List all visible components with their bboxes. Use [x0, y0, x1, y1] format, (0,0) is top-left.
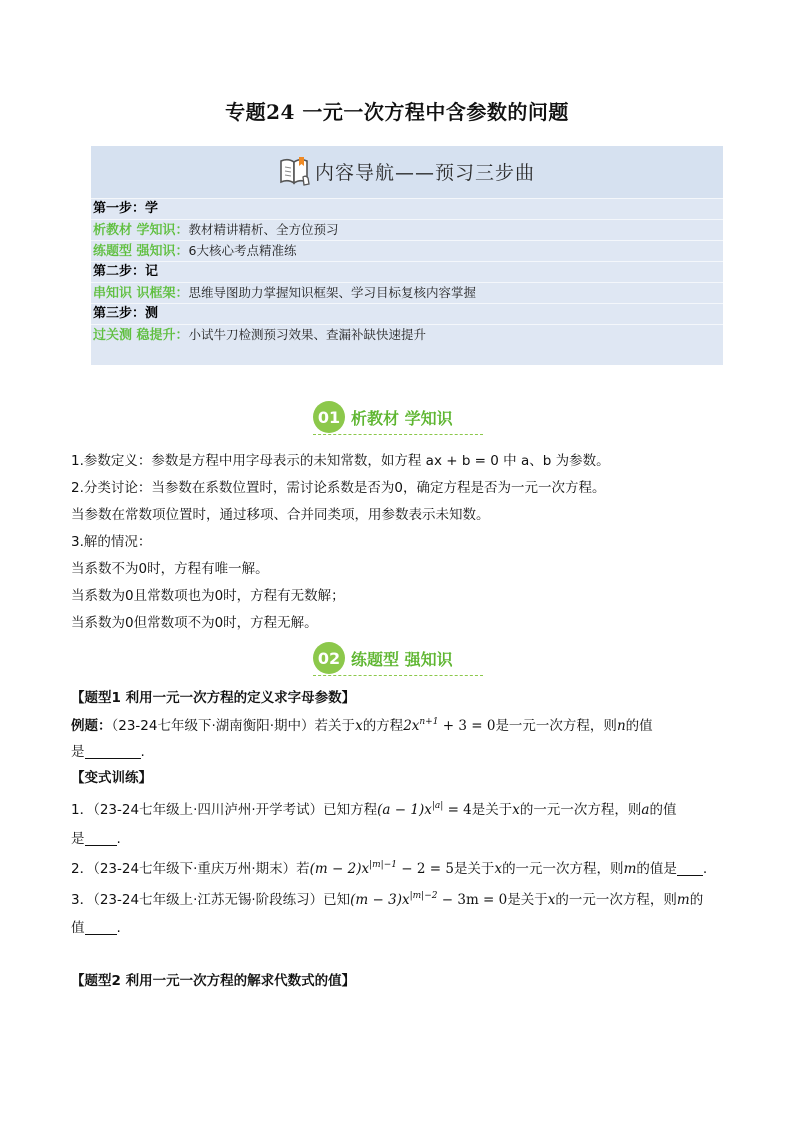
section1-number: 01: [313, 401, 345, 433]
example-question: [71, 716, 653, 736]
question-number: 2．: [71, 861, 94, 877]
question-text: 的值是: [636, 861, 677, 877]
knowledge-line-3: 当参数在常数项位置时，通过移项、合并同类项，用参数表示未知数。: [71, 507, 490, 523]
equation: [403, 718, 495, 734]
nav-header: [91, 146, 723, 198]
eq-base: (a − 1)x: [377, 802, 432, 818]
question-2: [71, 859, 707, 879]
variant-heading: 【变式训练】: [71, 770, 152, 786]
nav-row-label: 析教材 学知识：: [93, 223, 189, 238]
knowledge-line-5: 当系数不为0时，方程有唯一解。: [71, 561, 269, 577]
example-text: 是一元一次方程，则: [495, 718, 617, 734]
equation: [377, 802, 472, 818]
eq-base: (m − 3)x: [350, 892, 410, 908]
question-text: 是关于: [471, 802, 513, 818]
knowledge-line-7: 当系数为0但常数项不为0时，方程无解。: [71, 615, 318, 631]
question-text: 是: [71, 831, 85, 847]
nav-row-test: [91, 324, 723, 344]
knowledge-line-4: 3.解的情况：: [71, 534, 152, 550]
nav-row-step1: [91, 198, 723, 218]
eq-base: (m − 2)x: [309, 861, 370, 877]
section2-heading: [313, 641, 453, 675]
nav-row-label: 第二步：记: [93, 264, 159, 279]
eq-exponent: |a|: [431, 801, 444, 811]
nav-row-practice: [91, 240, 723, 260]
eq-rest: − 3m = 0: [437, 892, 508, 908]
nav-row-desc: 教材精讲精析、全方位预习: [188, 222, 339, 237]
example-text: 是: [71, 744, 85, 760]
eq-rest: = 4: [443, 802, 472, 818]
question-text: .: [116, 831, 121, 847]
content-navigation-box: [91, 146, 723, 365]
question-number: 1．: [71, 802, 94, 818]
question-text: 值: [71, 920, 85, 936]
nav-row-step2: [91, 261, 723, 281]
answer-blank[interactable]: [677, 862, 703, 876]
section2-title: 练题型 强知识: [351, 649, 453, 669]
example-text: 的方程: [362, 718, 404, 734]
equation: [310, 861, 454, 877]
question-text: 的一元一次方程，则: [519, 802, 642, 818]
var-x: x: [547, 892, 556, 908]
nav-row-label: 过关测 稳提升：: [93, 328, 189, 343]
var-m: m: [623, 861, 637, 877]
equation: [350, 892, 507, 908]
knowledge-line-6: 当系数为0且常数项也为0时，方程有无数解；: [71, 588, 345, 604]
nav-row-desc: 小试牛刀检测预习效果、查漏补缺快速提升: [188, 327, 427, 342]
question-text: 是关于: [507, 892, 548, 908]
book-icon: [277, 153, 313, 189]
knowledge-line-2: 2.分类讨论：当参数在系数位置时，需讨论系数是否为0，确定方程是否为一元一次方程。: [71, 480, 606, 496]
nav-row-label: 第一步：学: [93, 201, 159, 216]
section1-heading: [313, 400, 453, 434]
section2-underline: [313, 675, 483, 676]
question-text: .: [702, 861, 708, 877]
nav-row-desc: 思维导图助力掌握知识框架、学习目标复核内容掌握: [188, 285, 477, 300]
var-x: x: [494, 861, 503, 877]
eq-rest: − 2 = 5: [396, 861, 454, 877]
answer-blank[interactable]: [85, 921, 117, 935]
question-source: （23-24七年级下·重庆万州·期末）若: [93, 861, 310, 877]
question-3-answer-line: [71, 918, 121, 938]
nav-heading: 内容导航——预习三步曲: [315, 161, 536, 184]
example-label: 例题：: [71, 718, 112, 734]
example-source: （23-24七年级下·湖南衡阳·期中）若关于: [111, 718, 356, 734]
eq-exponent: n+1: [419, 717, 439, 727]
eq-rest: + 3 = 0: [438, 718, 496, 734]
example-text: .: [140, 744, 145, 760]
page-title: 专题24 一元一次方程中含参数的问题: [225, 100, 569, 124]
type1-heading: 【题型1 利用一元一次方程的定义求字母参数】: [71, 690, 356, 706]
nav-row-label: 串知识 识框架：: [93, 286, 189, 301]
question-text: 是关于: [453, 861, 495, 877]
nav-row-learn: [91, 219, 723, 239]
question-3: [71, 890, 703, 910]
question-1: [71, 800, 676, 820]
var-x: x: [355, 718, 363, 734]
var-x: x: [512, 802, 520, 818]
question-1-answer-line: [71, 829, 121, 849]
var-m: m: [676, 892, 690, 908]
answer-blank[interactable]: [85, 832, 117, 846]
question-source: （23-24七年级上·四川泸州·开学考试）已知方程: [93, 802, 378, 818]
question-text: .: [116, 920, 121, 936]
example-text: 的值: [625, 718, 653, 734]
nav-row-step3: [91, 303, 723, 323]
example-answer-line: [71, 742, 145, 762]
var-n: n: [616, 718, 626, 734]
nav-row-label: 第三步：测: [93, 306, 159, 321]
question-source: （23-24七年级上·江苏无锡·阶段练习）已知: [93, 892, 351, 908]
section1-title: 析教材 学知识: [351, 408, 453, 428]
type2-heading: 【题型2 利用一元一次方程的解求代数式的值】: [71, 973, 356, 989]
answer-blank[interactable]: [85, 745, 141, 759]
question-text: 的一元一次方程，则: [555, 892, 677, 908]
eq-exponent: |m|−1: [369, 860, 397, 870]
question-text: 的值: [649, 802, 677, 818]
question-text: 的: [689, 892, 704, 908]
nav-row-label: 练题型 强知识：: [93, 244, 189, 259]
nav-row-desc: 6大核心考点精准练: [188, 243, 297, 258]
eq-exponent: |m|−2: [409, 891, 438, 901]
section2-number: 02: [313, 642, 345, 674]
section1-underline: [313, 434, 483, 435]
question-number: 3．: [71, 892, 94, 908]
eq-base: 2x: [403, 718, 420, 734]
knowledge-line-1: 1.参数定义：参数是方程中用字母表示的未知常数，如方程 ax + b = 0 中 a、b 为参数。: [71, 453, 610, 469]
question-text: 的一元一次方程，则: [502, 861, 624, 877]
var-a: a: [641, 802, 650, 818]
nav-row-framework: [91, 282, 723, 302]
